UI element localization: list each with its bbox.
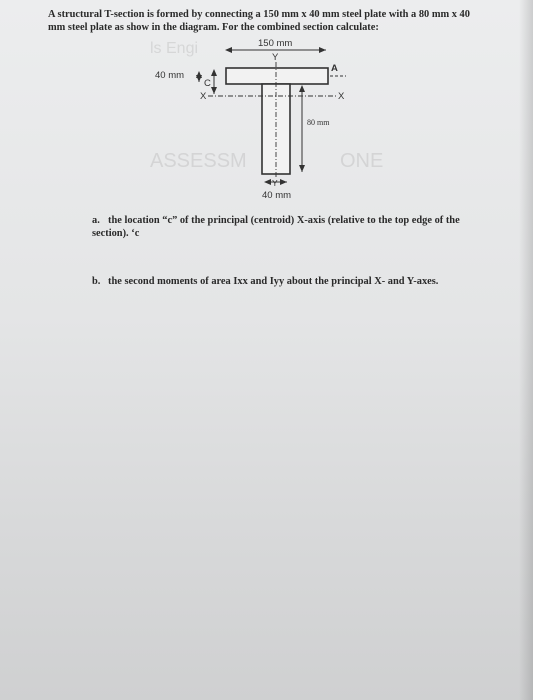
y-axis-label-top: Y [272, 52, 279, 63]
question-b [92, 275, 512, 288]
problem-intro: A structural T-section is formed by connecting a 150 mm x 40 mm steel plate with a 80 mm x 40 mm steel plate as show in the diagram. For the combined section calculate: [48, 9, 470, 33]
flange-plate [226, 68, 328, 84]
y-axis-label-bottom: Y [272, 178, 278, 188]
t-section-drawing [0, 0, 533, 220]
question-a-text: the location “c” of the principal (centroid) X-axis (relative to the top edge of the section). ‘c [92, 215, 460, 239]
flange-width-label: 150 mm [258, 38, 293, 49]
question-a [92, 214, 492, 240]
t-section-diagram [0, 0, 533, 220]
centroid-c-label: C [204, 78, 211, 89]
flange-thickness-label: 40 mm [155, 70, 185, 81]
web-width-label: 40 mm [262, 190, 292, 201]
x-axis-label-right: X [338, 91, 345, 102]
watermark-text: ASSESSM [150, 150, 247, 172]
watermark-text: ONE [340, 150, 384, 172]
web-height-label: 80 mm [307, 118, 330, 127]
question-b-text: the second moments of area Ixx and Iyy about the principal X- and Y-axes. [108, 276, 439, 287]
point-a-label: A [331, 63, 338, 74]
question-b-letter: b. [92, 276, 101, 287]
x-axis-label-left: X [200, 91, 207, 102]
watermark-text: ls Engi [150, 40, 199, 57]
question-a-letter: a. [92, 215, 100, 226]
